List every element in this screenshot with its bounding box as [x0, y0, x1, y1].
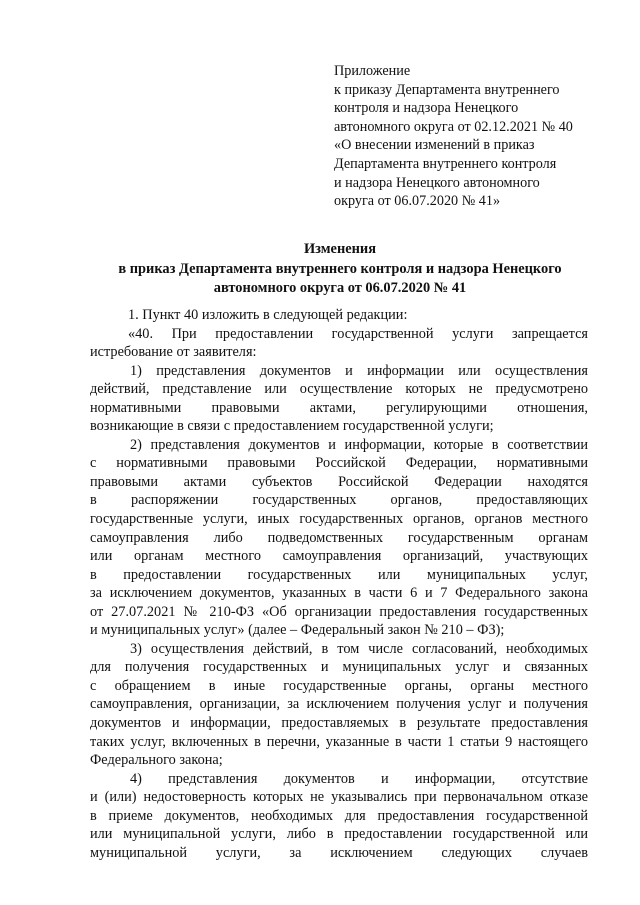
annex-line: Департамента внутреннего контроля: [334, 155, 557, 172]
title-line: автономного округа от 06.07.2020 № 41: [213, 280, 467, 296]
body-line: в предоставлении государственных или муниципальных услуг,: [90, 566, 588, 583]
annex-line: автономного округа от 02.12.2021 № 40: [334, 118, 573, 135]
body-line: муниципальной услуги, за исключением следующих случаев: [90, 844, 588, 861]
body-line: в распоряжении государственных органов, предоставляющих: [90, 492, 588, 509]
body-line: правовыми актами субъектов Российской Федерации находятся: [90, 473, 588, 490]
body-line: «40. При предоставлении государственной услуги запрещается: [128, 325, 588, 342]
body-line: за исключением документов, указанных в части 6 и 7 Федерального закона: [90, 585, 588, 602]
annex-line: и надзора Ненецкого автономного: [334, 174, 540, 191]
body-line: государственные услуги, иных государственных органов, органов местного: [90, 511, 588, 528]
body-line: с обращением в иные государственные органы, органы местного: [90, 677, 588, 694]
title-line: Изменения: [303, 241, 376, 257]
document-body: [90, 306, 588, 862]
body-line: 1) представления документов и информации или осуществления: [130, 362, 588, 379]
title-line: в приказ Департамента внутреннего контроля и надзора Ненецкого: [118, 260, 562, 277]
body-line: действий, представление или осуществление которых не предусмотрено: [90, 381, 588, 398]
annex-header: [334, 62, 624, 211]
body-line: самоуправления, организации, за исключением получения услуг и получения: [90, 696, 588, 713]
annex-line: округа от 06.07.2020 № 41»: [334, 193, 501, 210]
body-line: самоуправления либо подведомственных государственным органам: [90, 529, 588, 546]
body-line: и (или) недостоверность которых не указывались при первоначальном отказе: [90, 789, 588, 806]
body-line: 1. Пункт 40 изложить в следующей редакции:: [128, 307, 408, 323]
body-line: для получения государственных и муниципальных услуг и связанных: [90, 659, 588, 676]
body-line: Федерального закона;: [90, 752, 223, 769]
body-line: от 27.07.2021 № 210-ФЗ «Об организации предоставления государственных: [90, 603, 588, 620]
annex-line: «О внесении изменений в приказ: [334, 137, 535, 154]
annex-line: к приказу Департамента внутреннего: [334, 81, 560, 98]
body-line: с нормативными правовыми Российской Федерации, нормативными: [90, 455, 588, 472]
body-line: и муниципальных услуг» (далее – Федеральный закон № 210 – ФЗ);: [90, 622, 505, 639]
annex-line: контроля и надзора Ненецкого: [334, 100, 519, 117]
body-line: 3) осуществления действий, в том числе согласований, необходимых: [130, 640, 588, 657]
document-title: [90, 240, 590, 299]
body-line: или муниципальной услуги, либо в предоставлении государственной или: [90, 826, 588, 843]
body-line: таких услуг, включенных в перечни, указанные в части 1 статьи 9 настоящего: [90, 733, 588, 750]
body-line: 2) представления документов и информации, которые в соответствии: [130, 436, 588, 453]
body-line: 4) представления документов и информации, отсутствие: [130, 770, 588, 787]
body-line: документов и информации, предоставляемых в результате предоставления: [90, 715, 588, 732]
body-line: истребование от заявителя:: [90, 344, 257, 361]
annex-line: Приложение: [334, 63, 411, 79]
body-line: нормативными правовыми актами, регулирующими отношения,: [90, 399, 588, 416]
body-line: в приеме документов, необходимых для предоставления государственной: [90, 807, 588, 824]
body-line: или органам местного самоуправления организаций, участвующих: [90, 548, 588, 565]
body-line: возникающие в связи с предоставлением государственной услуги;: [90, 418, 494, 435]
